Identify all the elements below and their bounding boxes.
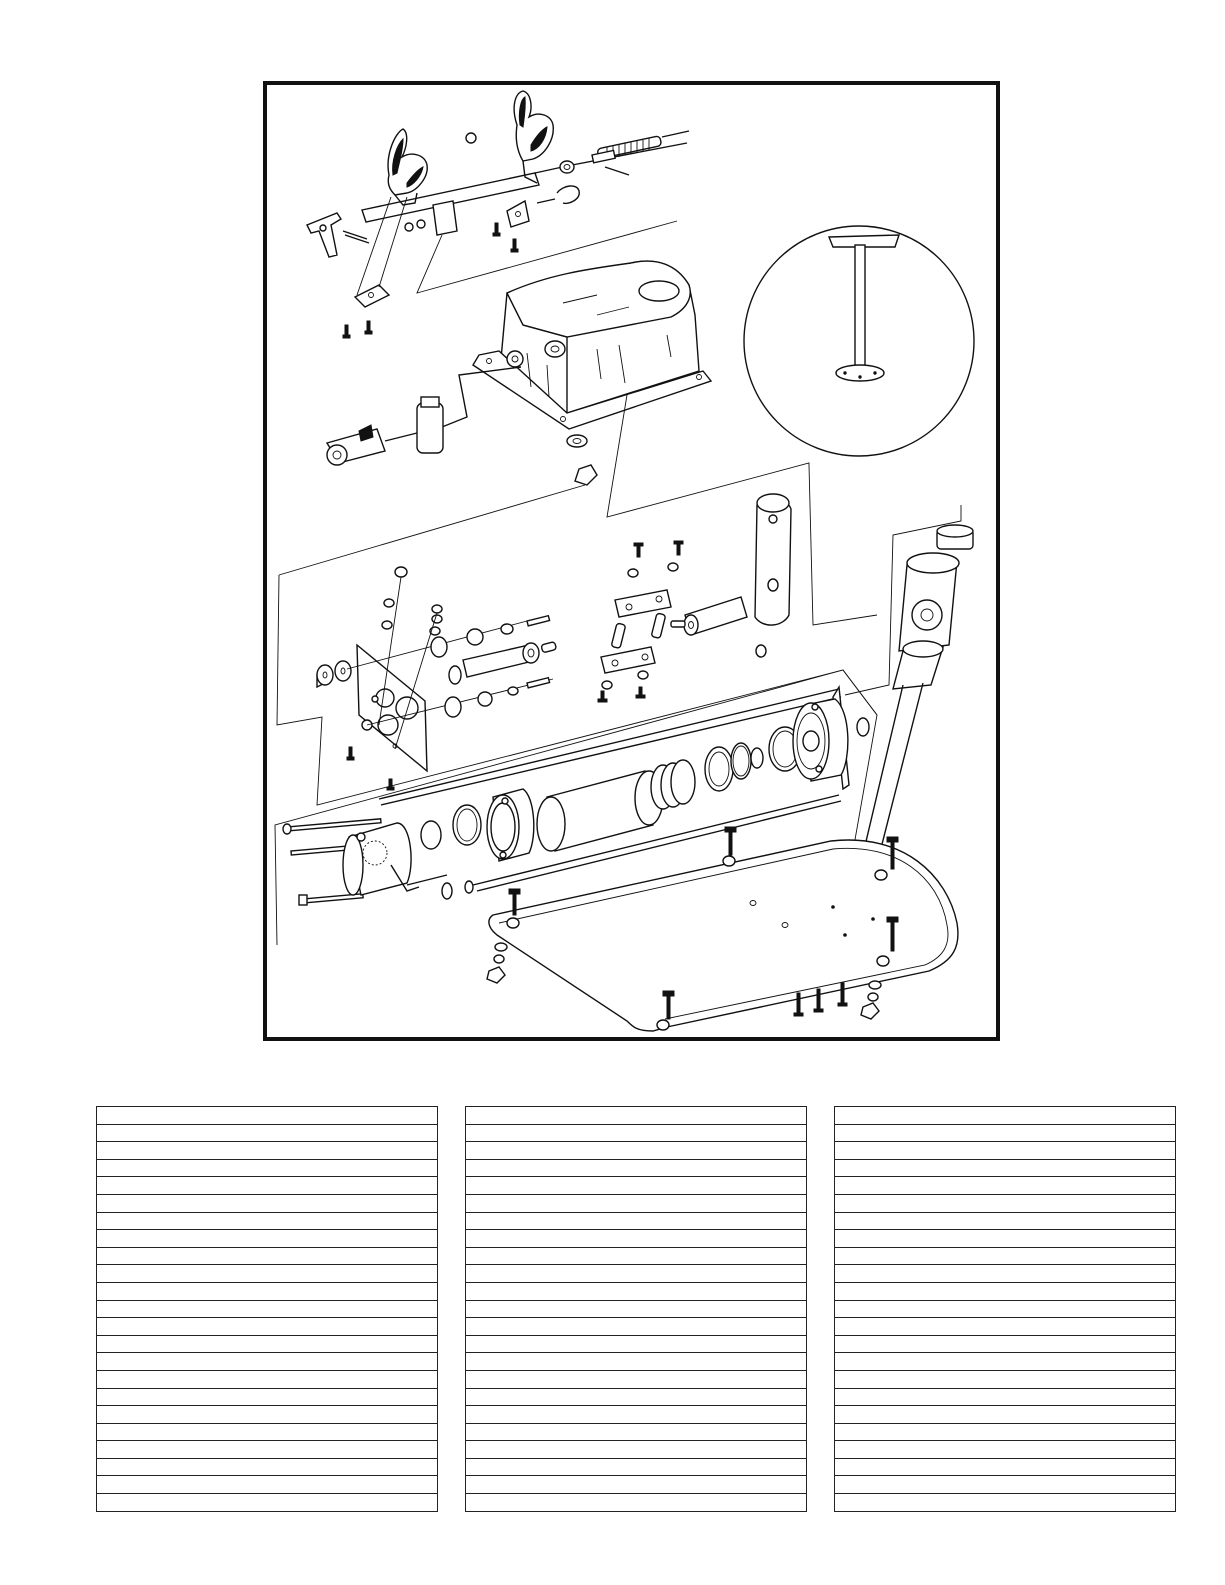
parts-list-cell	[97, 1318, 438, 1336]
parts-list-cell	[835, 1265, 1176, 1283]
parts-list-cell	[835, 1282, 1176, 1300]
parts-list-cell	[466, 1494, 807, 1512]
parts-list-cell	[97, 1159, 438, 1177]
parts-list-row	[97, 1370, 438, 1388]
parts-list-cell	[97, 1265, 438, 1283]
parts-list-cell	[835, 1476, 1176, 1494]
parts-list-row	[835, 1282, 1176, 1300]
parts-list-cell	[466, 1177, 807, 1195]
parts-list-row	[835, 1124, 1176, 1142]
exploded-diagram-drawing	[267, 85, 996, 1037]
parts-list-table-2	[465, 1106, 807, 1512]
parts-list-row	[97, 1282, 438, 1300]
parts-list-row	[466, 1370, 807, 1388]
parts-list-row	[97, 1494, 438, 1512]
parts-list-cell	[835, 1142, 1176, 1160]
parts-list-row	[466, 1406, 807, 1424]
parts-list-cell	[835, 1335, 1176, 1353]
parts-list-body	[466, 1107, 807, 1512]
parts-list-cell	[835, 1458, 1176, 1476]
parts-list-row	[97, 1159, 438, 1177]
parts-list-cell	[97, 1212, 438, 1230]
parts-list-cell	[97, 1107, 438, 1125]
parts-list-cell	[466, 1107, 807, 1125]
parts-list-cell	[466, 1194, 807, 1212]
parts-list-row	[466, 1265, 807, 1283]
parts-list-cell	[835, 1353, 1176, 1371]
parts-list-cell	[466, 1159, 807, 1177]
parts-list-cell	[466, 1318, 807, 1336]
parts-list-cell	[835, 1177, 1176, 1195]
parts-list-cell	[466, 1124, 807, 1142]
parts-list-cell	[466, 1247, 807, 1265]
parts-list-cell	[97, 1142, 438, 1160]
parts-list-cell	[466, 1335, 807, 1353]
parts-list-cell	[466, 1406, 807, 1424]
parts-list-row	[97, 1212, 438, 1230]
parts-list-row	[466, 1177, 807, 1195]
parts-list-cell	[835, 1423, 1176, 1441]
parts-list-row	[835, 1142, 1176, 1160]
parts-list-cell	[97, 1476, 438, 1494]
parts-list-row	[97, 1247, 438, 1265]
parts-list-cell	[466, 1282, 807, 1300]
parts-list-cell	[97, 1441, 438, 1459]
parts-list-row	[835, 1441, 1176, 1459]
parts-list-cell	[97, 1335, 438, 1353]
parts-list-row	[835, 1212, 1176, 1230]
parts-list-row	[97, 1194, 438, 1212]
pedestal-post-detail	[744, 226, 974, 456]
parts-list-row	[835, 1423, 1176, 1441]
parts-list-cell	[97, 1388, 438, 1406]
parts-list-cell	[97, 1494, 438, 1512]
parts-list-row	[466, 1212, 807, 1230]
parts-list-cell	[97, 1124, 438, 1142]
parts-list-row	[466, 1159, 807, 1177]
parts-list-row	[97, 1230, 438, 1248]
parts-list-row	[97, 1335, 438, 1353]
parts-list-row	[466, 1335, 807, 1353]
parts-list-row	[97, 1476, 438, 1494]
parts-list-row	[835, 1458, 1176, 1476]
parts-list-row	[835, 1494, 1176, 1512]
parts-list-cell	[97, 1282, 438, 1300]
base-plate	[487, 827, 958, 1031]
parts-list-cell	[97, 1177, 438, 1195]
parts-list-table-1	[96, 1106, 438, 1512]
parts-list-cell	[835, 1300, 1176, 1318]
parts-list-row	[835, 1300, 1176, 1318]
parts-list-row	[466, 1353, 807, 1371]
parts-list-row	[466, 1476, 807, 1494]
parts-list-cell	[835, 1212, 1176, 1230]
parts-list-cell	[835, 1230, 1176, 1248]
parts-list-cell	[835, 1247, 1176, 1265]
parts-list-row	[97, 1423, 438, 1441]
parts-list-cell	[97, 1353, 438, 1371]
parts-list-cell	[97, 1300, 438, 1318]
parts-list-row	[466, 1494, 807, 1512]
parts-list-row	[835, 1476, 1176, 1494]
parts-list-cell	[466, 1230, 807, 1248]
parts-list-cell	[466, 1423, 807, 1441]
parts-list-row	[466, 1423, 807, 1441]
parts-list-cell	[97, 1423, 438, 1441]
parts-list-row	[466, 1194, 807, 1212]
parts-list-row	[835, 1265, 1176, 1283]
parts-list-cell	[97, 1230, 438, 1248]
parts-list-cell	[835, 1441, 1176, 1459]
parts-list-row	[97, 1177, 438, 1195]
parts-list-row	[835, 1353, 1176, 1371]
parts-list-row	[466, 1441, 807, 1459]
parts-list-cell	[466, 1353, 807, 1371]
parts-list-cell	[97, 1406, 438, 1424]
parts-list-cell	[466, 1370, 807, 1388]
parts-list-table-3	[834, 1106, 1176, 1512]
parts-list-row	[835, 1335, 1176, 1353]
parts-list-row	[835, 1159, 1176, 1177]
parts-list-row	[97, 1458, 438, 1476]
parts-list-row	[97, 1318, 438, 1336]
parts-list-cell	[835, 1194, 1176, 1212]
parts-list-cell	[466, 1300, 807, 1318]
parts-list-row	[835, 1230, 1176, 1248]
parts-list-row	[835, 1177, 1176, 1195]
parts-list-row	[466, 1458, 807, 1476]
parts-list-row	[97, 1406, 438, 1424]
parts-list-cell	[466, 1265, 807, 1283]
parts-list-row	[835, 1318, 1176, 1336]
parts-list-row	[97, 1124, 438, 1142]
parts-list-cell	[466, 1476, 807, 1494]
parts-list-cell	[97, 1370, 438, 1388]
parts-list-row	[466, 1318, 807, 1336]
parts-list-cell	[466, 1441, 807, 1459]
parts-list-cell	[835, 1159, 1176, 1177]
parts-list-row	[466, 1142, 807, 1160]
parts-list-row	[466, 1300, 807, 1318]
parts-list-cell	[835, 1124, 1176, 1142]
parts-list-row	[466, 1282, 807, 1300]
parts-list-cell	[97, 1247, 438, 1265]
parts-list-cell	[466, 1388, 807, 1406]
parts-list-body	[97, 1107, 438, 1512]
parts-list-cell	[466, 1458, 807, 1476]
parts-list-row	[466, 1388, 807, 1406]
parts-list-cell	[97, 1194, 438, 1212]
parts-list-row	[835, 1194, 1176, 1212]
parts-list-row	[466, 1230, 807, 1248]
parts-list-cell	[97, 1458, 438, 1476]
parts-list-cell	[835, 1406, 1176, 1424]
parts-list-cell	[835, 1494, 1176, 1512]
parts-list-row	[97, 1142, 438, 1160]
parts-list-cell	[835, 1388, 1176, 1406]
parts-list-row	[97, 1300, 438, 1318]
parts-list-body	[835, 1107, 1176, 1512]
parts-list-row	[97, 1107, 438, 1125]
parts-list-cell	[466, 1212, 807, 1230]
parts-list-row	[466, 1107, 807, 1125]
parts-list-cell	[835, 1370, 1176, 1388]
parts-list-cell	[835, 1107, 1176, 1125]
parts-list-cell	[835, 1318, 1176, 1336]
parts-list-row	[97, 1388, 438, 1406]
parts-list-row	[466, 1124, 807, 1142]
parts-list-cell	[466, 1142, 807, 1160]
parts-list-row	[835, 1388, 1176, 1406]
parts-list-row	[97, 1353, 438, 1371]
parts-list-row	[466, 1247, 807, 1265]
pump-reservoir	[279, 261, 809, 575]
parts-list-row	[835, 1370, 1176, 1388]
parts-list-row	[835, 1107, 1176, 1125]
parts-list-row	[97, 1265, 438, 1283]
parts-list-row	[97, 1441, 438, 1459]
parts-list-row	[835, 1247, 1176, 1265]
exploded-parts-diagram	[263, 81, 1000, 1041]
parts-list-row	[835, 1406, 1176, 1424]
